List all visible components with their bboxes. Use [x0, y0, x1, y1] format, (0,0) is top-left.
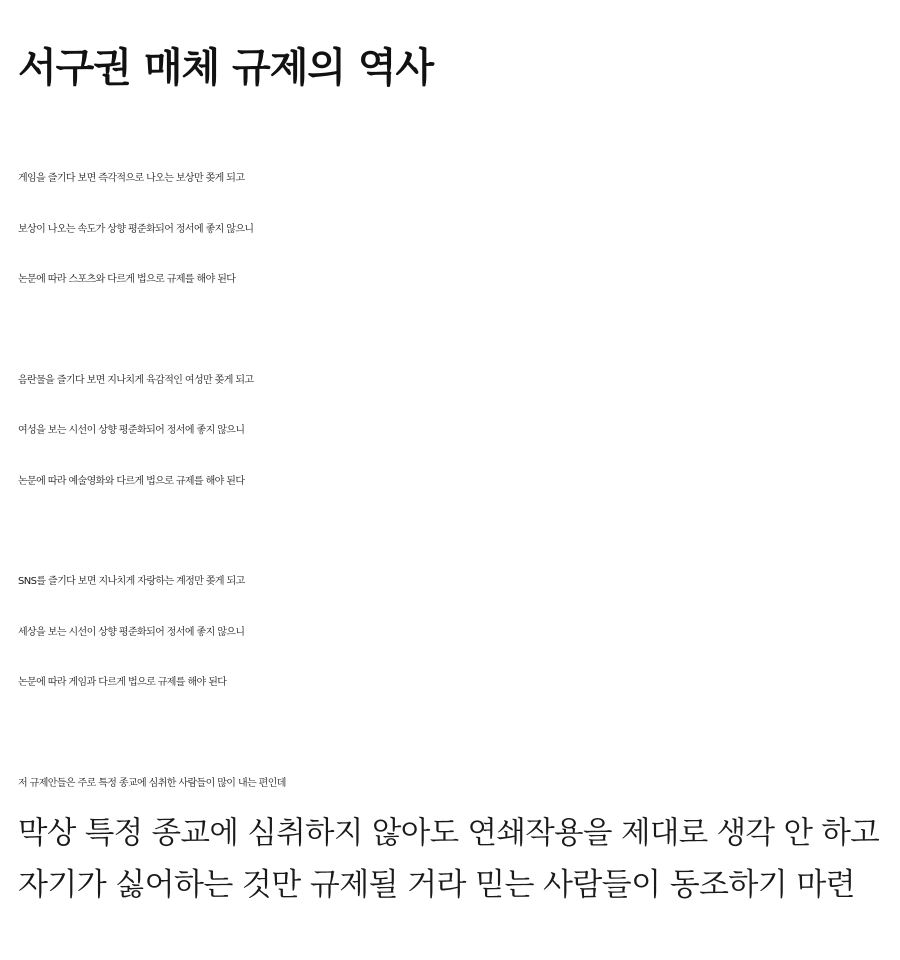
text-line: 보상이 나오는 속도가 상향 평준화되어 정서에 좋지 않으니: [18, 223, 254, 235]
text-line: 음란물을 즐기다 보면 지나치게 육감적인 여성만 쫒게 되고: [18, 374, 254, 386]
paragraph-conclusion: [18, 759, 879, 911]
text-line: 논문에 따라 게임과 다르게 법으로 규제를 해야 된다: [18, 677, 227, 688]
post-title: 서구권 매체 규제의 역사: [18, 45, 434, 91]
paragraph-game: [18, 154, 879, 306]
paragraph-adult-content: [18, 356, 879, 508]
text-line: 막상 특정 종교에 심취하지 않아도 연쇄작용을 제대로 생각 안 하고: [18, 816, 880, 851]
text-line: 여성을 보는 시선이 상향 평준화되어 정서에 좋지 않으니: [18, 425, 245, 436]
paragraph-sns: [18, 557, 879, 709]
text-line: 게임을 즐기다 보면 즉각적으로 나오는 보상만 쫒게 되고: [18, 173, 245, 184]
text-line: 저 규제안들은 주로 특정 종교에 심취한 사람들이 많이 내는 편인데: [18, 777, 286, 789]
text-line: 논문에 따라 스포츠와 다르게 법으로 규제를 해야 된다: [18, 274, 236, 285]
text-line: SNS를 즐기다 보면 지나치게 자랑하는 계정만 쫒게 되고: [18, 576, 245, 587]
text-line: 자기가 싫어하는 것만 규제될 거라 믿는 사람들이 동조하기 마련: [18, 866, 856, 903]
text-line: 논문에 따라 예술영화와 다르게 법으로 규제를 해야 된다: [18, 475, 245, 487]
post-body: [18, 154, 879, 960]
text-line: 세상을 보는 시선이 상향 평준화되어 정서에 좋지 않으니: [18, 626, 245, 638]
